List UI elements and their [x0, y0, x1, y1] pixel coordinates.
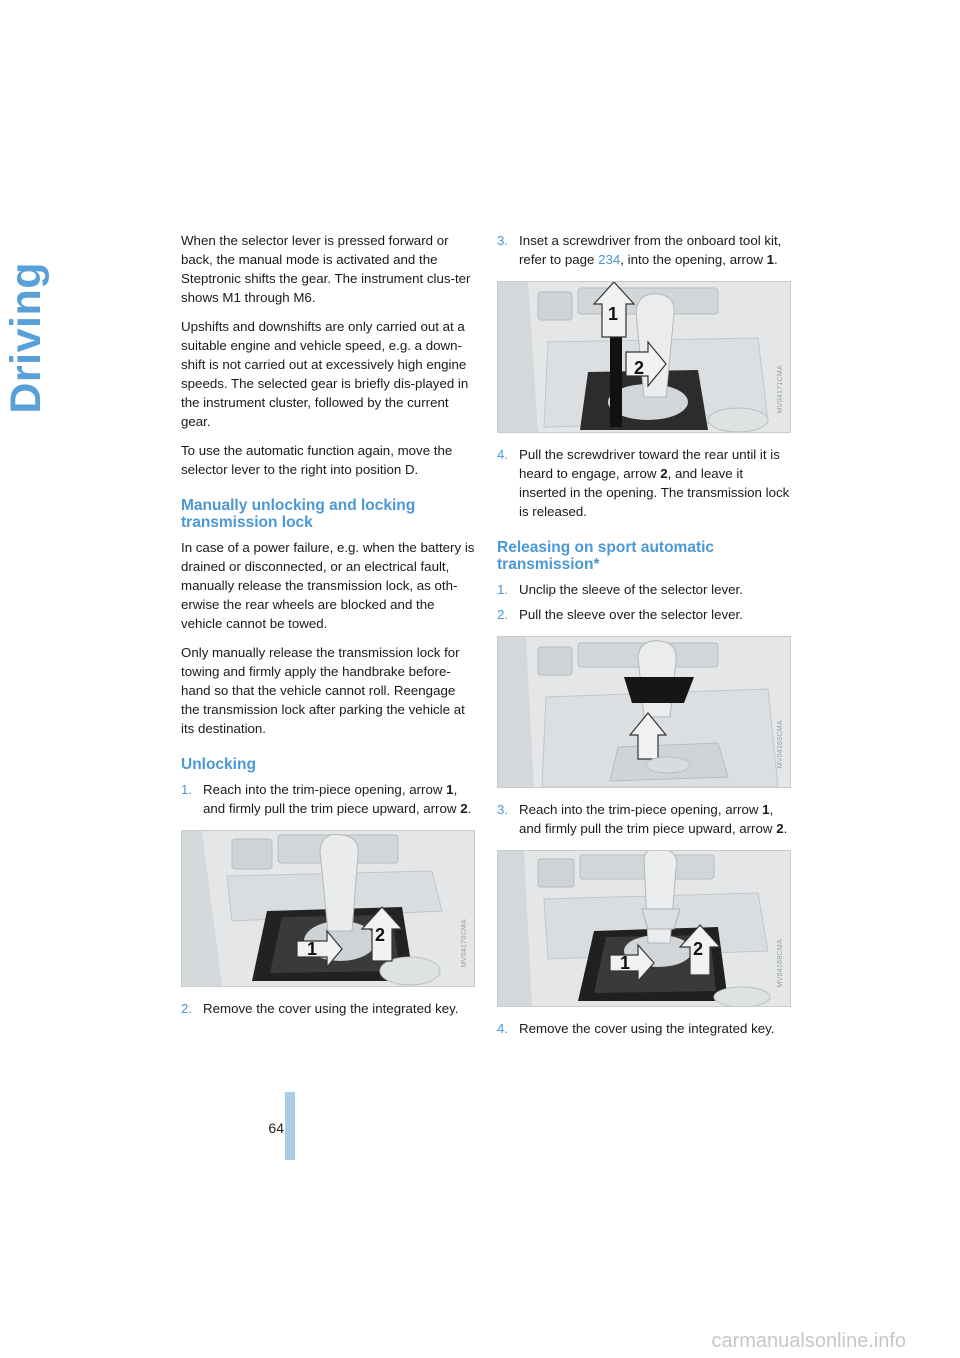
- figure-sport-trim-pull: [497, 850, 791, 1007]
- intro-paragraph-2: Upshifts and downshifts are only carried out at a suitable engine and vehicle speed, e.g. a down-shift is not carried out at excessively high engine speeds. The selected gear is briefly dis-played in the instrument cluster, followed by the current gear.: [181, 319, 469, 429]
- step-number: 1.: [181, 782, 193, 797]
- figure-sleeve-pull: [497, 636, 791, 788]
- figure-code: MV04170CMA: [461, 919, 468, 968]
- step-number: 3.: [497, 233, 509, 248]
- figure-code: MV04171CMA: [777, 365, 784, 414]
- page-reference-link[interactable]: 234: [598, 252, 621, 267]
- svg-text:2: 2: [375, 925, 386, 945]
- step-number: 4.: [497, 1021, 509, 1036]
- power-failure-paragraph: In case of a power failure, e.g. when the battery is drained or disconnected, or an electrical fault, manually release the transmission lock, as oth-erwise the rear wheels are blocked and the vehicle cannot be towed.: [181, 540, 475, 631]
- unlock-step-1: 1. Reach into the trim-piece opening, arrow 1, and firmly pull the trim piece upward, arrow 2.: [181, 782, 472, 816]
- svg-text:1: 1: [608, 304, 619, 324]
- step-number: 3.: [497, 802, 509, 817]
- figure-code: MV04169CMA: [777, 720, 784, 769]
- svg-text:2: 2: [693, 939, 704, 959]
- intro-paragraph-1: When the selector lever is pressed forward or back, the manual mode is activated and the Steptronic shifts the gear. The instrument clus-ter shows M1 through M6.: [181, 233, 471, 305]
- step-number: 2.: [497, 607, 509, 622]
- sport-step-1: 1. Unclip the sleeve of the selector lever.: [497, 582, 743, 597]
- intro-paragraph-3: To use the automatic function again, move the selector lever to the right into position D.: [181, 443, 453, 477]
- svg-text:1: 1: [307, 939, 318, 959]
- unlock-step-2: 2. Remove the cover using the integrated key.: [181, 1001, 459, 1016]
- page-number: 64: [268, 1120, 284, 1136]
- page-number-bar: [285, 1092, 295, 1160]
- figure-trim-piece-pull: [181, 830, 475, 987]
- sport-step-4: 4. Remove the cover using the integrated key.: [497, 1021, 775, 1036]
- section-title: Driving: [2, 262, 50, 414]
- svg-text:2: 2: [634, 358, 645, 378]
- heading-unlock-lock: Manually unlocking and locking transmission lock: [181, 497, 416, 531]
- step-number: 1.: [497, 582, 509, 597]
- heading-unlocking: Unlocking: [181, 756, 256, 773]
- sport-step-3: 3. Reach into the trim-piece opening, arrow 1, and firmly pull the trim piece upward, arrow 2.: [497, 802, 788, 836]
- watermark: carmanualsonline.info: [711, 1330, 906, 1352]
- only-manually-paragraph: Only manually release the transmission lock for towing and firmly apply the handbrake before-hand so that the vehicle cannot roll. Reengage the transmission lock after parking the vehicle at its destination.: [181, 645, 465, 736]
- step-number: 2.: [181, 1001, 193, 1016]
- svg-text:1: 1: [620, 953, 631, 973]
- left-column: [181, 231, 477, 1024]
- sport-step-2: 2. Pull the sleeve over the selector lever.: [497, 607, 743, 622]
- figure-code: MV04168CMA: [777, 939, 784, 988]
- figure-screwdriver-insert: [497, 281, 791, 433]
- step-number: 4.: [497, 447, 509, 462]
- unlock-step-3: 3. Inset a screwdriver from the onboard tool kit, refer to page 234, into the opening, arrow 1.: [497, 233, 782, 267]
- right-column: [497, 231, 793, 1044]
- unlock-step-4: 4. Pull the screwdriver toward the rear until it is heard to engage, arrow 2, and leave it inserted in the opening. The transmission lock is released.: [497, 447, 790, 519]
- heading-sport-automatic: Releasing on sport automatic transmission*: [497, 539, 715, 573]
